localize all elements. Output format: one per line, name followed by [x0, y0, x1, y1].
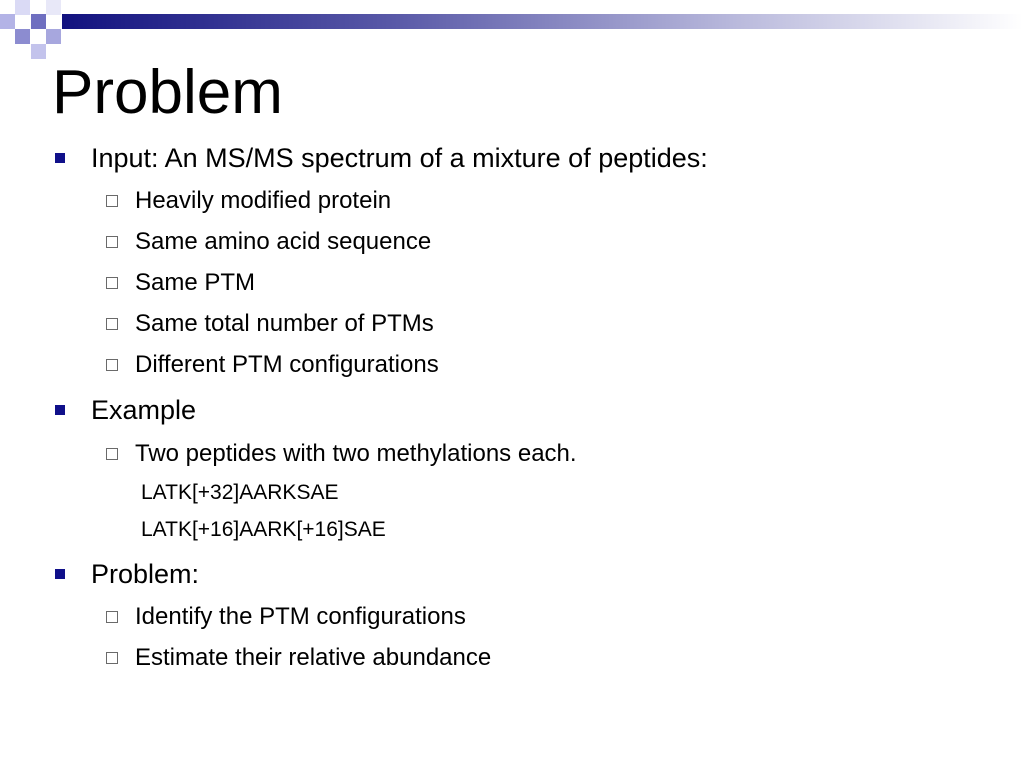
slide-title: Problem: [52, 58, 283, 127]
bullet-text: Example: [91, 395, 197, 425]
sub-item-text: Same PTM: [135, 269, 256, 296]
header-gradient-bar: [62, 14, 1023, 29]
header-square: [46, 29, 61, 44]
header-square: [15, 0, 30, 15]
checkbox-bullet-icon: [106, 195, 118, 207]
bullet-text: Input: An MS/MS spectrum of a mixture of peptides:: [91, 143, 708, 173]
square-bullet-icon: [55, 405, 65, 415]
sub-item-text: Estimate their relative abundance: [135, 644, 492, 671]
header-square: [31, 44, 46, 59]
checkbox-bullet-icon: [106, 652, 118, 664]
sub-item-text: Two peptides with two methylations each.: [135, 440, 577, 467]
peptide-sequence: LATK[+16]AARK[+16]SAE: [141, 518, 386, 541]
checkbox-bullet-icon: [106, 448, 118, 460]
checkbox-bullet-icon: [106, 359, 118, 371]
checkbox-bullet-icon: [106, 318, 118, 330]
header-square: [15, 29, 30, 44]
header-square: [31, 14, 46, 29]
checkbox-bullet-icon: [106, 277, 118, 289]
square-bullet-icon: [55, 153, 65, 163]
peptide-sequence: LATK[+32]AARKSAE: [141, 481, 339, 504]
sub-item-text: Same amino acid sequence: [135, 228, 432, 255]
checkbox-bullet-icon: [106, 236, 118, 248]
checkbox-bullet-icon: [106, 611, 118, 623]
bullet-text: Problem:: [91, 559, 200, 589]
header-square: [0, 14, 15, 29]
header-square: [46, 0, 61, 15]
sub-item-text: Identify the PTM configurations: [135, 603, 466, 630]
sub-item-text: Different PTM configurations: [135, 351, 439, 378]
sub-item-text: Heavily modified protein: [135, 187, 392, 214]
sub-item-text: Same total number of PTMs: [135, 310, 434, 337]
square-bullet-icon: [55, 569, 65, 579]
